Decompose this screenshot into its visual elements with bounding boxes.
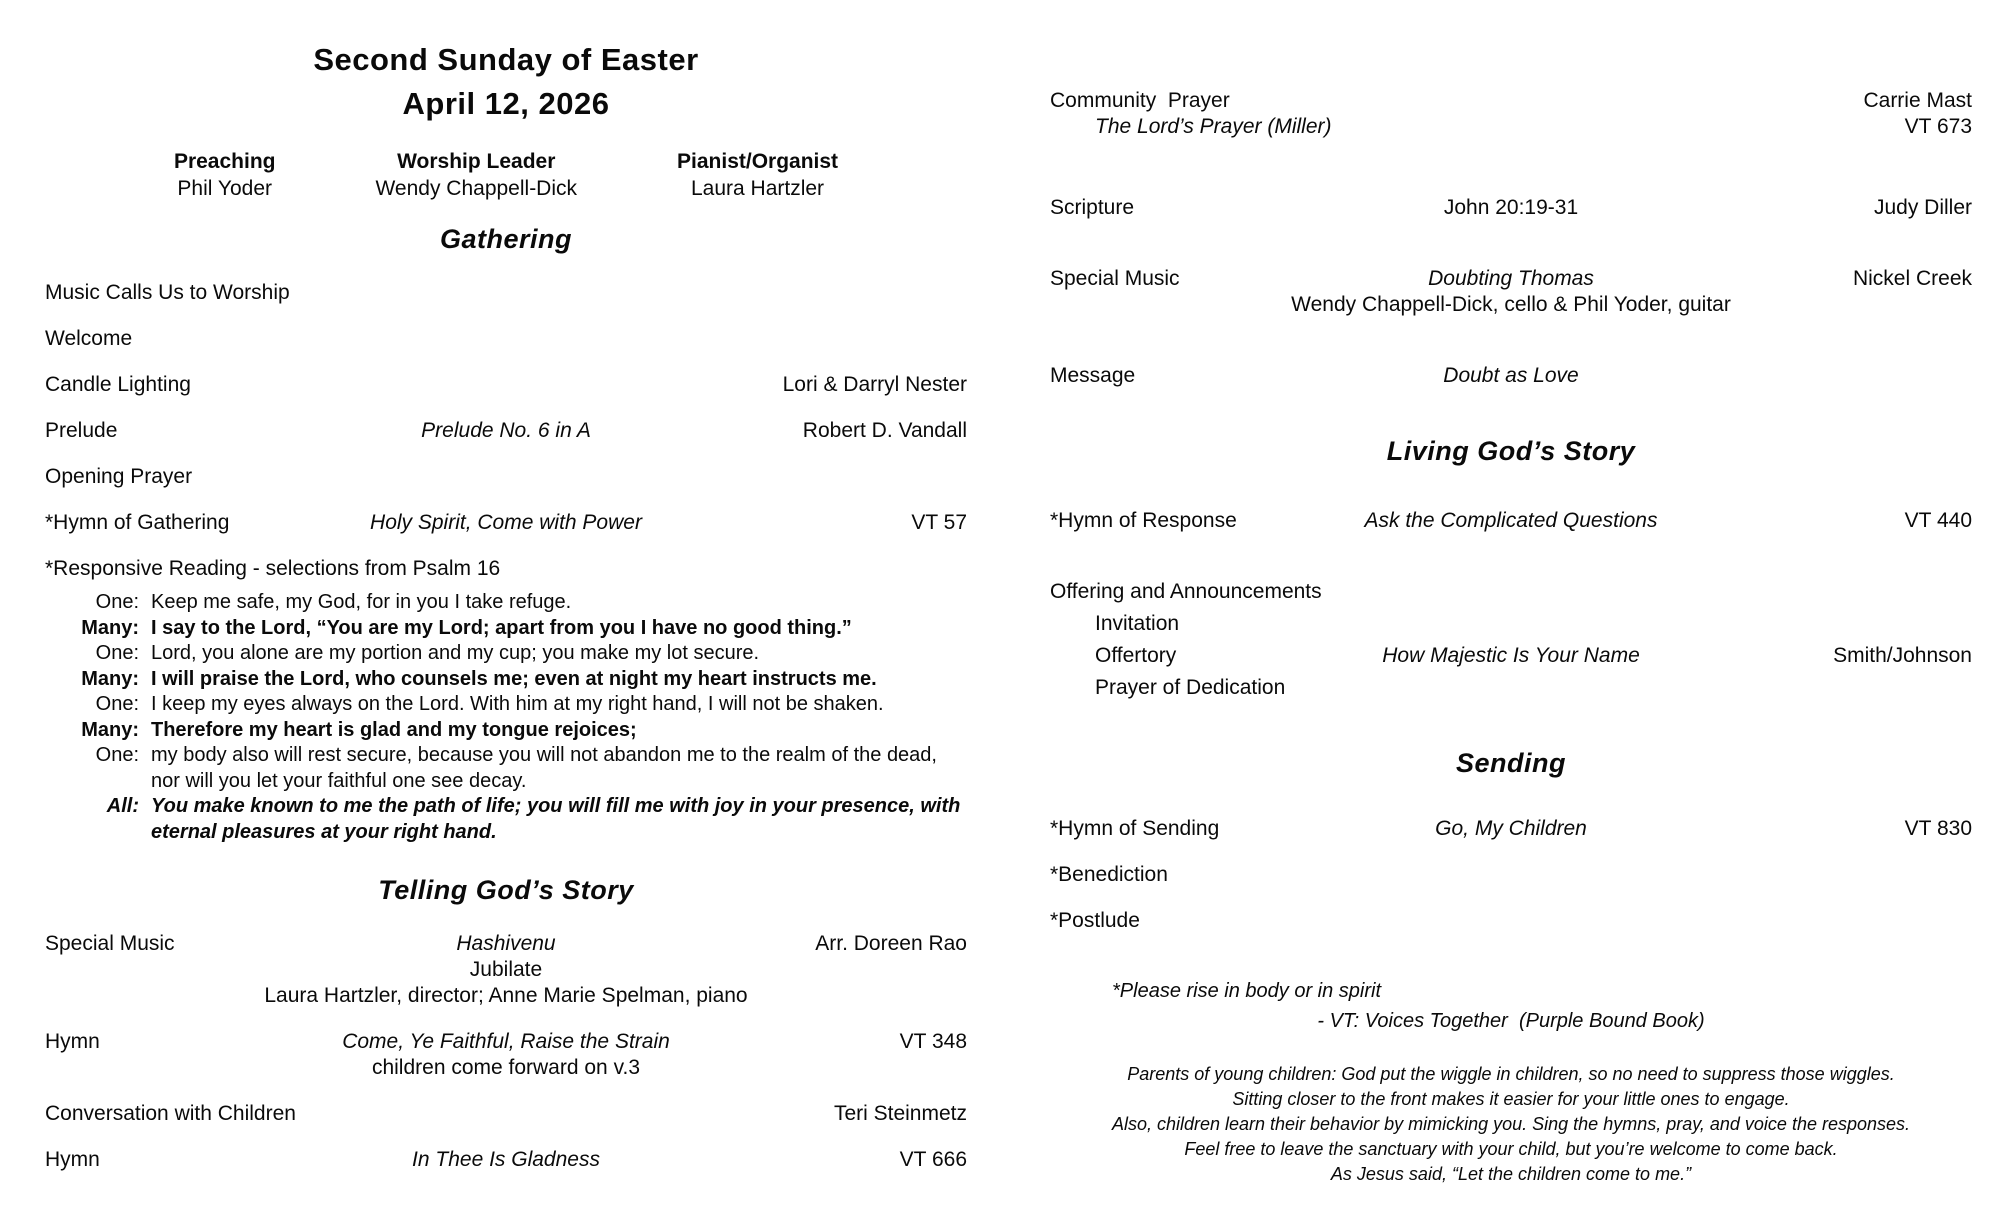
item-subline: Jubilate	[469, 958, 543, 981]
parents-note-line: As Jesus said, “Let the children come to me.”	[1330, 1164, 1692, 1184]
item-credit: VT 440	[1904, 509, 1972, 532]
reading-speaker: Many:	[81, 616, 139, 639]
right-column	[1050, 0, 1972, 1187]
program-row	[45, 1029, 967, 1055]
item-credit	[1589, 363, 1972, 389]
item-label: Hymn	[45, 1148, 100, 1171]
item-title: Ask the Complicated Questions	[1364, 509, 1658, 532]
program-row	[1050, 862, 1972, 888]
reading-line	[57, 667, 967, 693]
reading-line	[57, 794, 967, 845]
reading-text: I keep my eyes always on the Lord. With him at my right hand, I will not be shaken.	[151, 693, 884, 715]
item-title: Holy Spirit, Come with Power	[370, 511, 642, 534]
item-title: Go, My Children	[1435, 817, 1587, 840]
item-label: *Responsive Reading - selections from Psalm 16	[45, 557, 501, 580]
item-label: Offering and Announcements	[1050, 580, 1322, 603]
program-row	[1050, 363, 1972, 389]
item-label: *Benediction	[1050, 863, 1168, 886]
item-subtitle: The Lord’s Prayer (Miller)	[1095, 115, 1332, 138]
program-row	[1050, 114, 1972, 140]
item-title: Prelude No. 6 in A	[421, 419, 591, 442]
item-credit: VT 348	[899, 1030, 967, 1053]
item-label: Special Music	[45, 932, 175, 955]
item-label: Invitation	[1095, 612, 1180, 635]
item-credit: Smith/Johnson	[1833, 644, 1972, 667]
program-row	[1050, 908, 1972, 934]
staff-name: Laura Hartzler	[691, 177, 825, 200]
reading-text: I will praise the Lord, who counsels me; even at night my heart instructs me.	[151, 667, 877, 690]
item-label: Welcome	[45, 327, 133, 350]
staff-row	[45, 148, 967, 202]
item-label: Opening Prayer	[45, 465, 193, 488]
reading-text: Therefore my heart is glad and my tongue rejoices;	[151, 718, 637, 741]
staff-role: Pianist/Organist	[677, 150, 839, 173]
item-subline: Laura Hartzler, director; Anne Marie Spelman, piano	[264, 984, 748, 1007]
parents-note-line: Feel free to leave the sanctuary with your child, but you’re welcome to come back.	[1184, 1139, 1838, 1159]
section-heading-gathering: Gathering	[439, 224, 572, 254]
reading-speaker: Many:	[81, 718, 139, 741]
program-row	[1050, 88, 1972, 114]
reading-speaker: One:	[95, 591, 139, 613]
item-credit: VT 666	[899, 1148, 967, 1171]
left-column	[45, 0, 967, 1173]
program-row	[45, 1147, 967, 1173]
section-heading-sending: Sending	[1456, 748, 1566, 778]
reading-text: my body also will rest secure, because you will not abandon me to the realm of the dead, nor will you let your faithful one see decay.	[151, 744, 937, 792]
responsive-reading	[57, 590, 967, 845]
program-row	[45, 326, 967, 352]
parents-note-line: Also, children learn their behavior by mimicking you. Sing the hymns, pray, and voice the responses.	[1111, 1114, 1911, 1134]
item-credit: Carrie Mast	[1863, 89, 1972, 112]
reading-speaker: One:	[95, 744, 139, 766]
item-title: Doubting Thomas	[1428, 267, 1594, 290]
item-label: Hymn	[45, 1030, 100, 1053]
reading-speaker: All:	[106, 795, 139, 817]
page-title: Second Sunday of Easter	[313, 42, 699, 77]
reading-line	[57, 641, 967, 667]
item-label: *Hymn of Response	[1050, 509, 1237, 532]
program-row	[45, 931, 967, 957]
item-credit: Nickel Creek	[1852, 267, 1972, 290]
program-row	[45, 418, 967, 444]
program-row	[1050, 675, 1972, 701]
parents-note-line: Sitting closer to the front makes it easier for your little ones to engage.	[1232, 1089, 1790, 1109]
item-label: Message	[1050, 364, 1136, 387]
staff-name: Wendy Chappell-Dick	[375, 177, 578, 200]
program-row	[45, 510, 967, 536]
reading-line	[57, 692, 967, 718]
item-label: Conversation with Children	[45, 1102, 296, 1125]
item-label: Scripture	[1050, 196, 1135, 219]
reading-speaker: Many:	[81, 667, 139, 690]
staff-name: Phil Yoder	[177, 177, 272, 200]
reading-line	[57, 590, 967, 616]
program-row	[45, 280, 967, 306]
program-row	[45, 1101, 967, 1127]
reading-text: You make known to me the path of life; you will fill me with joy in your presence, with eternal pleasures at your right hand.	[151, 795, 961, 843]
reading-text: Lord, you alone are my portion and my cup; you make my lot secure.	[151, 642, 760, 664]
reading-speaker: One:	[95, 693, 139, 715]
item-credit: Arr. Doreen Rao	[815, 932, 967, 955]
item-credit: VT 830	[1904, 817, 1972, 840]
section-heading-living: Living God’s Story	[1386, 436, 1636, 466]
item-credit: VT 57	[911, 511, 967, 534]
program-row	[1050, 579, 1972, 605]
item-credit: VT 673	[1904, 115, 1972, 138]
reading-line	[57, 718, 967, 744]
item-label: Offertory	[1095, 644, 1177, 667]
item-label: Candle Lighting	[45, 373, 191, 396]
program-row	[45, 556, 967, 582]
reading-text: Keep me safe, my God, for in you I take refuge.	[151, 591, 572, 613]
reading-text: I say to the Lord, “You are my Lord; apart from you I have no good thing.”	[151, 616, 852, 639]
reading-line	[57, 743, 967, 794]
item-credit: Robert D. Vandall	[802, 419, 967, 442]
program-row	[45, 464, 967, 490]
vt-note: - VT: Voices Together (Purple Bound Book)	[1317, 1010, 1705, 1032]
staff-role: Preaching	[173, 150, 276, 173]
item-label: Music Calls Us to Worship	[45, 281, 290, 304]
program-row	[1050, 611, 1972, 637]
item-credit: Teri Steinmetz	[833, 1102, 967, 1125]
program-row	[45, 372, 967, 398]
staff-pianist	[677, 148, 838, 202]
program-row	[1050, 195, 1972, 221]
item-subline: Wendy Chappell-Dick, cello & Phil Yoder, guitar	[1291, 293, 1731, 316]
item-title: Doubt as Love	[1443, 364, 1579, 387]
program-row	[1050, 508, 1972, 534]
item-label: Prelude	[45, 419, 118, 442]
item-title: John 20:19-31	[1443, 196, 1579, 219]
program-row	[1050, 816, 1972, 842]
item-title: Come, Ye Faithful, Raise the Strain	[342, 1030, 670, 1053]
reading-line	[57, 616, 967, 642]
item-subline: children come forward on v.3	[371, 1056, 641, 1079]
item-label: Prayer of Dedication	[1095, 676, 1286, 699]
rise-note: *Please rise in body or in spirit	[1112, 980, 1382, 1002]
item-label: *Hymn of Sending	[1050, 817, 1220, 840]
section-heading-telling: Telling God’s Story	[378, 875, 634, 905]
item-label: *Hymn of Gathering	[45, 511, 230, 534]
staff-preaching	[174, 148, 276, 202]
item-label: Community Prayer	[1050, 89, 1230, 112]
item-title: In Thee Is Gladness	[412, 1148, 600, 1171]
item-label: *Postlude	[1050, 909, 1140, 932]
program-row	[1050, 266, 1972, 292]
staff-role: Worship Leader	[397, 150, 556, 173]
page-date: April 12, 2026	[402, 86, 610, 121]
item-title: How Majestic Is Your Name	[1382, 644, 1640, 667]
parents-note-line: Parents of young children: God put the wiggle in children, so no need to suppress those wiggles.	[1127, 1064, 1895, 1084]
program-row	[1050, 643, 1972, 669]
parents-note	[1050, 1062, 1972, 1187]
item-title: Hashivenu	[456, 932, 556, 955]
reading-speaker: One:	[95, 642, 139, 664]
item-label: Special Music	[1050, 267, 1180, 290]
item-credit: Lori & Darryl Nester	[782, 373, 967, 396]
item-credit: Judy Diller	[1873, 196, 1972, 219]
staff-worship-leader	[375, 148, 577, 202]
